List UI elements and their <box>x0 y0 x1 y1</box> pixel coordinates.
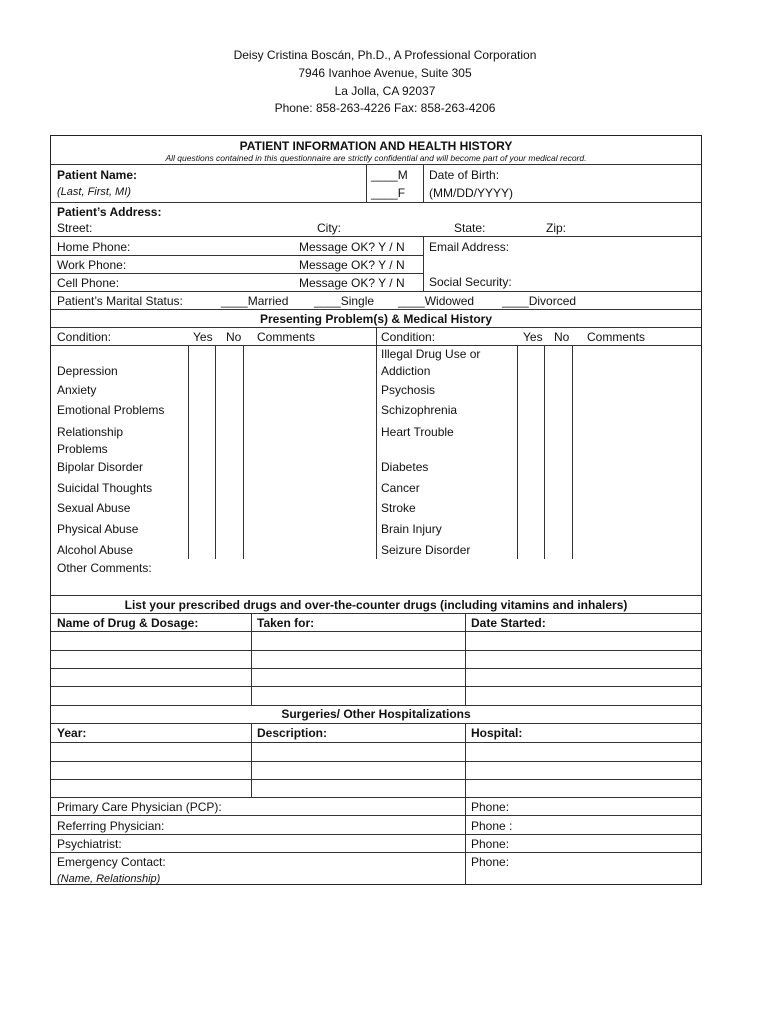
taken-for-column: Taken for: <box>257 616 315 630</box>
condition-illegal-drug-use-cont: Addiction <box>381 364 431 378</box>
no-column-left: No <box>226 330 242 344</box>
divider <box>544 345 545 559</box>
divider <box>51 309 701 310</box>
divider <box>465 723 466 797</box>
home-phone-field[interactable]: Home Phone: <box>57 240 131 254</box>
dob-label: Date of Birth: <box>429 168 500 182</box>
practice-street: 7946 Ivanhoe Avenue, Suite 305 <box>298 66 472 80</box>
email-field[interactable]: Email Address: <box>429 240 510 254</box>
description-column: Description: <box>257 726 328 740</box>
divider <box>423 236 424 291</box>
divider <box>465 613 466 705</box>
marital-married-option[interactable]: ____Married <box>221 294 289 308</box>
patient-name-label: Patient Name: <box>57 168 138 182</box>
date-started-column: Date Started: <box>471 616 546 630</box>
divider <box>51 613 701 614</box>
divider <box>51 834 701 835</box>
psychiatrist-phone-field[interactable]: Phone: <box>471 837 510 851</box>
drugs-heading: List your prescribed drugs and over-the-counter drugs (including vitamins and inhalers) <box>124 598 628 612</box>
work-phone-field[interactable]: Work Phone: <box>57 258 127 272</box>
yes-column-right: Yes <box>523 330 543 344</box>
psychiatrist-field[interactable]: Psychiatrist: <box>57 837 122 851</box>
condition-brain-injury: Brain Injury <box>381 522 442 536</box>
condition-heart-trouble: Heart Trouble <box>381 425 454 439</box>
drug-row-line <box>51 668 701 669</box>
ssn-field[interactable]: Social Security: <box>429 275 512 289</box>
marital-single-option[interactable]: ____Single <box>314 294 375 308</box>
condition-seizure-disorder: Seizure Disorder <box>381 543 471 557</box>
address-label: Patient’s Address: <box>57 205 162 219</box>
condition-schizophrenia: Schizophrenia <box>381 403 458 417</box>
condition-cancer: Cancer <box>381 481 420 495</box>
condition-bipolar-disorder: Bipolar Disorder <box>57 460 144 474</box>
condition-psychosis: Psychosis <box>381 383 436 397</box>
condition-relationship-problems: Relationship <box>57 425 124 439</box>
dob-hint: (MM/DD/YYYY) <box>429 186 513 200</box>
practice-name: Deisy Cristina Boscán, Ph.D., A Professional Corporation <box>233 48 537 62</box>
state-field[interactable]: State: <box>454 221 486 235</box>
condition-emotional-problems: Emotional Problems <box>57 403 165 417</box>
divider <box>51 291 701 292</box>
sex-male-field[interactable]: ____M <box>371 168 408 182</box>
surgery-row-line <box>51 779 701 780</box>
year-column: Year: <box>57 726 87 740</box>
marital-status-label: Patient’s Marital Status: <box>57 294 183 308</box>
divider <box>51 273 423 274</box>
yes-column-left: Yes <box>193 330 213 344</box>
comments-column-right: Comments <box>587 330 646 344</box>
patient-name-hint: (Last, First, MI) <box>57 186 131 198</box>
no-column-right: No <box>554 330 570 344</box>
work-message-ok[interactable]: Message OK? Y / N <box>299 258 405 272</box>
cell-message-ok[interactable]: Message OK? Y / N <box>299 276 405 290</box>
surgeries-heading: Surgeries/ Other Hospitalizations <box>281 707 471 721</box>
divider <box>51 202 701 203</box>
divider <box>51 595 701 596</box>
condition-illegal-drug-use: Illegal Drug Use or <box>381 347 481 361</box>
pcp-field[interactable]: Primary Care Physician (PCP): <box>57 800 222 814</box>
divider <box>423 164 424 202</box>
drug-row-line <box>51 631 701 632</box>
street-field[interactable]: Street: <box>57 221 93 235</box>
surgery-row-line <box>51 761 701 762</box>
comments-column-left: Comments <box>257 330 316 344</box>
condition-diabetes: Diabetes <box>381 460 429 474</box>
practice-phone-fax: Phone: 858-263-4226 Fax: 858-263-4206 <box>274 101 496 115</box>
condition-alcohol-abuse: Alcohol Abuse <box>57 543 134 557</box>
condition-anxiety: Anxiety <box>57 383 97 397</box>
divider <box>366 164 367 202</box>
pcp-phone-field[interactable]: Phone: <box>471 800 510 814</box>
condition-physical-abuse: Physical Abuse <box>57 522 139 536</box>
marital-widowed-option[interactable]: ____Widowed <box>398 294 475 308</box>
condition-depression: Depression <box>57 364 118 378</box>
cell-phone-field[interactable]: Cell Phone: <box>57 276 120 290</box>
divider <box>465 797 466 885</box>
presenting-problems-heading: Presenting Problem(s) & Medical History <box>259 312 493 326</box>
confidential-note: All questions contained in this questionnaire are strictly confidential and will become part of your medical record. <box>165 153 587 163</box>
divider <box>51 164 701 165</box>
condition-column-left: Condition: <box>57 330 112 344</box>
emergency-contact-hint: (Name, Relationship) <box>57 873 161 885</box>
sex-female-field[interactable]: ____F <box>371 186 406 200</box>
divider <box>51 852 701 853</box>
patient-intake-form <box>50 135 702 885</box>
condition-sexual-abuse: Sexual Abuse <box>57 501 131 515</box>
divider <box>572 345 573 559</box>
condition-column-right: Condition: <box>381 330 436 344</box>
zip-field[interactable]: Zip: <box>546 221 567 235</box>
divider <box>517 345 518 559</box>
divider <box>51 723 701 724</box>
divider <box>51 815 701 816</box>
condition-stroke: Stroke <box>381 501 416 515</box>
marital-divorced-option[interactable]: ____Divorced <box>502 294 577 308</box>
divider <box>243 345 244 559</box>
emergency-phone-field[interactable]: Phone: <box>471 855 510 869</box>
city-field[interactable]: City: <box>317 221 341 235</box>
divider <box>376 327 377 559</box>
divider <box>215 345 216 559</box>
drug-row-line <box>51 686 701 687</box>
other-comments-field[interactable]: Other Comments: <box>57 561 152 575</box>
divider <box>251 723 252 797</box>
home-message-ok[interactable]: Message OK? Y / N <box>299 240 405 254</box>
surgery-row-line <box>51 742 701 743</box>
referring-physician-field[interactable]: Referring Physician: <box>57 819 165 833</box>
divider <box>188 345 189 559</box>
condition-suicidal-thoughts: Suicidal Thoughts <box>57 481 153 495</box>
emergency-contact-field[interactable]: Emergency Contact: <box>57 855 166 869</box>
surgery-row-line <box>51 797 701 798</box>
drug-row-line <box>51 650 701 651</box>
form-title: PATIENT INFORMATION AND HEALTH HISTORY <box>239 139 513 153</box>
drug-row-line <box>51 705 701 706</box>
divider <box>251 613 252 705</box>
practice-city: La Jolla, CA 92037 <box>334 84 436 98</box>
referring-phone-field[interactable]: Phone : <box>471 819 513 833</box>
hospital-column: Hospital: <box>471 726 523 740</box>
drug-name-column: Name of Drug & Dosage: <box>57 616 199 630</box>
divider <box>51 255 423 256</box>
condition-relationship-problems-cont: Problems <box>57 442 108 456</box>
divider <box>51 236 701 237</box>
